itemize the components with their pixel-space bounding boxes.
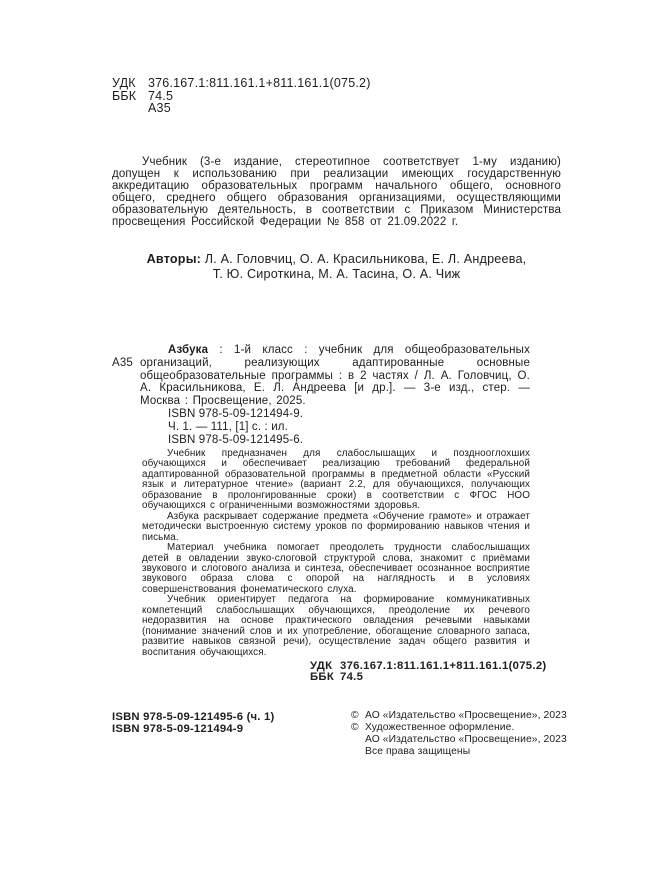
footer (0, 712, 650, 772)
author-sign: А35 (148, 101, 171, 115)
catalog-author-sign: А35 (112, 356, 133, 369)
annotation-paragraph-3: Материал учебника помогает преодолеть трудности слабослышащих детей в овладении звуко-слоговой структурой слова, знакомит с приёмами звукового и слогового анализа и синтеза, обеспечивает осознанное восприятие звукового образа слова с опорой на наглядность и в условиях совершенствования фонематического слуха. (142, 542, 530, 595)
isbn-whole: ISBN 978-5-09-121494-9 (112, 722, 244, 735)
udk-value: 376.167.1:811.161.1+811.161.1(075.2) (148, 76, 371, 90)
admission-paragraph: Учебник (3-е издание, стереотипное соответствует 1-му изданию) допущен к использованию при реализации имеющих государственную аккредитацию образовательных программ начального общего, основного общего, среднего общего образования организациями, осуществляющими образовательную деятельность, в соответствии с Приказом Министерства просвещения Российской Федерации № 858 от 21.09.2022 г. (112, 155, 561, 229)
copyright-line-4: Все права защищены (365, 746, 471, 757)
catalog-description (140, 344, 530, 408)
footer-isbn-block (112, 712, 274, 735)
authors-line2: Т. Ю. Сироткина, М. А. Тасина, О. А. Чиж (212, 267, 461, 281)
catalog-isbn-1: ISBN 978-5-09-121494-9. (168, 407, 304, 420)
catalog-part-line: Ч. 1. — 111, [1] с. : ил. (168, 420, 288, 433)
copyright-symbol: © (351, 722, 359, 733)
book-title: Азбука (168, 344, 209, 356)
authors-label: Авторы: (146, 252, 202, 266)
catalog-card (112, 344, 530, 446)
copyright-line-2: © Художественное оформление. (351, 722, 515, 733)
copyright-symbol: © (351, 710, 359, 721)
authors-line1: Л. А. Головчиц, О. А. Красильникова, Е. Л. Андреева, (204, 252, 527, 266)
bbk-line-bold (310, 672, 546, 683)
udk-value: 376.167.1:811.161.1+811.161.1(075.2) (340, 660, 547, 672)
bottom-classification-codes (310, 661, 546, 682)
top-classification-codes (112, 77, 371, 115)
author-sign-line (112, 102, 371, 115)
isbn-part: ISBN 978-5-09-121495-6 (ч. 1) (112, 711, 275, 723)
annotation-paragraph-2: Азбука раскрывает содержание предмета «Обучение грамоте» и отражает методически выстроенную систему уроков по формированию навыков чтения и письма. (142, 510, 530, 543)
bbk-label: ББК (310, 670, 335, 683)
catalog-description-text: : 1-й класс : учебник для общеобразовательных организаций, реализующих адаптированные основные общеобразовательные программы : в 2 частях / Л. А. Головчиц, О. А. Красильникова, Е. Л. Андреева [и др.]. — 3-е изд., стер. — Москва : Просвещение, 2025. (140, 344, 530, 408)
authors-block (112, 252, 561, 282)
catalog-isbn-2: ISBN 978-5-09-121495-6. (168, 433, 304, 446)
udk-label: УДК (112, 76, 136, 90)
bbk-label: ББК (112, 88, 137, 103)
annotation-paragraph-4: Учебник ориентирует педагога на формирование коммуникативных компетенций слабослышащих обучающихся, преодоление их речевого недоразвития на основе практического овладения речевыми навыками (понимание значений слов и их употребление, обогащение словарного запаса, развитие навыков связной речи), осуществление задач общего развития и воспитания обучающихся. (142, 594, 530, 658)
annotation-paragraph-1: Учебник предназначен для слабослышащих и позднооглохших обучающихся и обеспечивает реализацию требований федеральной адаптированной образовательной программы в предметной области «Русский язык и литературное чтение» (вариант 2.2, для обучающихся, получающих образование в пролонгированные сроки) в соответствии с ФГОС НОО обучающихся с ограниченными возможностями здоровья. (142, 448, 530, 512)
copyright-line-3: АО «Издательство «Просвещение», 2023 (365, 734, 567, 745)
bbk-value: 74.5 (340, 670, 364, 683)
annotation-block (142, 449, 530, 658)
bbk-value: 74.5 (148, 88, 174, 103)
udk-label: УДК (310, 660, 333, 672)
copyright-block (351, 710, 567, 758)
copyright-line-1: © АО «Издательство «Просвещение», 2023 (351, 710, 567, 721)
